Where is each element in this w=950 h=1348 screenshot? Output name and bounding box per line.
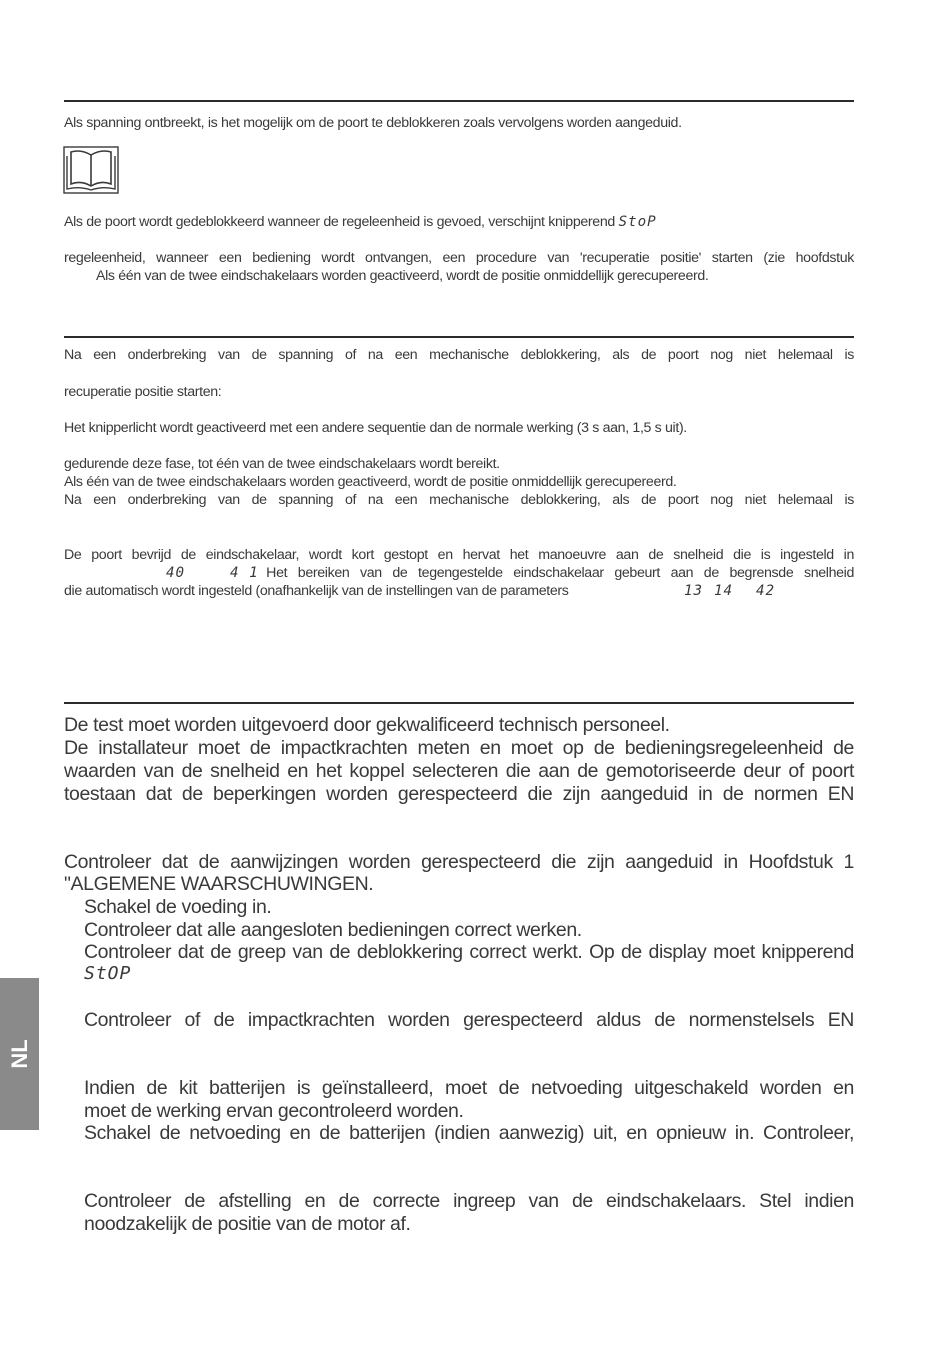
- param-41-code: 4 1: [230, 565, 259, 581]
- section-rule-2: [64, 336, 854, 338]
- check-item-impact: Controleer of de impactkrachten worden gerespecteerd aldus de normenstelsels EN: [84, 1009, 854, 1031]
- language-tab-label: NL: [6, 1039, 32, 1069]
- flashing-light-text: Het knipperlicht wordt geactiveerd met een andere sequentie dan de normale werking (3 s aan, 1,5 s uit).: [64, 420, 687, 436]
- general-warnings-text: "ALGEMENE WAARSCHUWINGEN.: [64, 873, 374, 895]
- check-item-battery-2: moet de werking ervan gecontroleerd worden.: [84, 1100, 464, 1122]
- installer-text-2: waarden van de snelheid en het koppel selecteren die aan de gemotoriseerde deur of poort: [64, 760, 854, 782]
- param-14-code: 14: [714, 583, 734, 599]
- stop-display-code: StOP: [84, 963, 132, 984]
- power-interruption-repeat-text: Na een onderbreking van de spanning of na een mechanische deblokkering, als de poort nog niet helemaal is: [64, 492, 854, 508]
- check-item-release: Controleer dat de greep van de deblokkering correct werkt. Op de display moet knipperend: [84, 941, 854, 963]
- unlock-powered-text: [64, 214, 854, 231]
- limited-speed-text: . Het bereiken van de tegengestelde eindschakelaar gebeurt aan de begrensde snelheid: [252, 565, 854, 581]
- gate-release-text: De poort bevrijd de eindschakelaar, wordt kort gestopt en hervat het manoeuvre aan de snelheid die is ingesteld in: [64, 547, 854, 563]
- section-rule-3: [64, 702, 854, 704]
- recovery-procedure-text: regeleenheid, wanneer een bediening wordt ontvangen, een procedure van 'recuperatie positie' starten (zie hoofdstuk: [64, 250, 854, 266]
- auto-set-line: [64, 583, 854, 600]
- installer-text-1: De installateur moet de impactkrachten meten en moet op de bedieningsregeleenheid de: [64, 737, 854, 759]
- limit-switch-text: Als één van de twee eindschakelaars worden geactiveerd, wordt de positie onmiddellijk gerecupereerd.: [96, 268, 709, 284]
- limit-switch-activated-text: Als één van de twee eindschakelaars worden geactiveerd, wordt de positie onmiddellijk gerecupereerd.: [64, 474, 677, 490]
- check-instructions-text: Controleer dat de aanwijzingen worden gerespecteerd die zijn aangeduid in Hoofdstuk 1: [64, 851, 854, 873]
- book-icon: [63, 146, 119, 194]
- param-42-code: 42: [756, 583, 776, 599]
- check-item-restart: Schakel de netvoeding en de batterijen (indien aanwezig) uit, en opnieuw in. Controleer,: [84, 1122, 854, 1144]
- unlock-intro-text: Als spanning ontbreekt, is het mogelijk om de poort te deblokkeren zoals vervolgens worden aangeduid.: [64, 115, 682, 131]
- recovery-start-text: recuperatie positie starten:: [64, 384, 222, 400]
- stop-code: StoP: [618, 214, 657, 230]
- phase-text: gedurende deze fase, tot één van de twee eindschakelaars wordt bereikt.: [64, 456, 500, 472]
- param-13-code: 13: [684, 583, 704, 599]
- unlock-powered-label: Als de poort wordt gedeblokkeerd wanneer de regeleenheid is gevoed, verschijnt knipperend: [64, 214, 615, 230]
- auto-set-text: die automatisch wordt ingesteld (onafhankelijk van de instellingen van de parameters: [64, 583, 569, 599]
- installer-text-3: toestaan dat de beperkingen worden gerespecteerd die zijn aangeduid in de normen EN: [64, 783, 854, 805]
- param-40-code: 40: [166, 565, 186, 581]
- check-item-power-on: Schakel de voeding in.: [84, 896, 272, 918]
- section-rule-1: [64, 100, 854, 102]
- language-tab: [0, 978, 39, 1130]
- check-item-limit-1: Controleer de afstelling en de correcte ingreep van de eindschakelaars. Stel indien: [84, 1190, 854, 1212]
- check-item-limit-2: noodzakelijk de positie van de motor af.: [84, 1213, 411, 1235]
- check-item-controls: Controleer dat alle aangesloten bedieningen correct werken.: [84, 919, 582, 941]
- test-personnel-text: De test moet worden uitgevoerd door gekwalificeerd technisch personeel.: [64, 714, 670, 736]
- check-item-battery-1: Indien de kit batterijen is geïnstalleerd, moet de netvoeding uitgeschakeld worden en: [84, 1077, 854, 1099]
- power-interruption-text: Na een onderbreking van de spanning of na een mechanische deblokkering, als de poort nog niet helemaal is: [64, 347, 854, 363]
